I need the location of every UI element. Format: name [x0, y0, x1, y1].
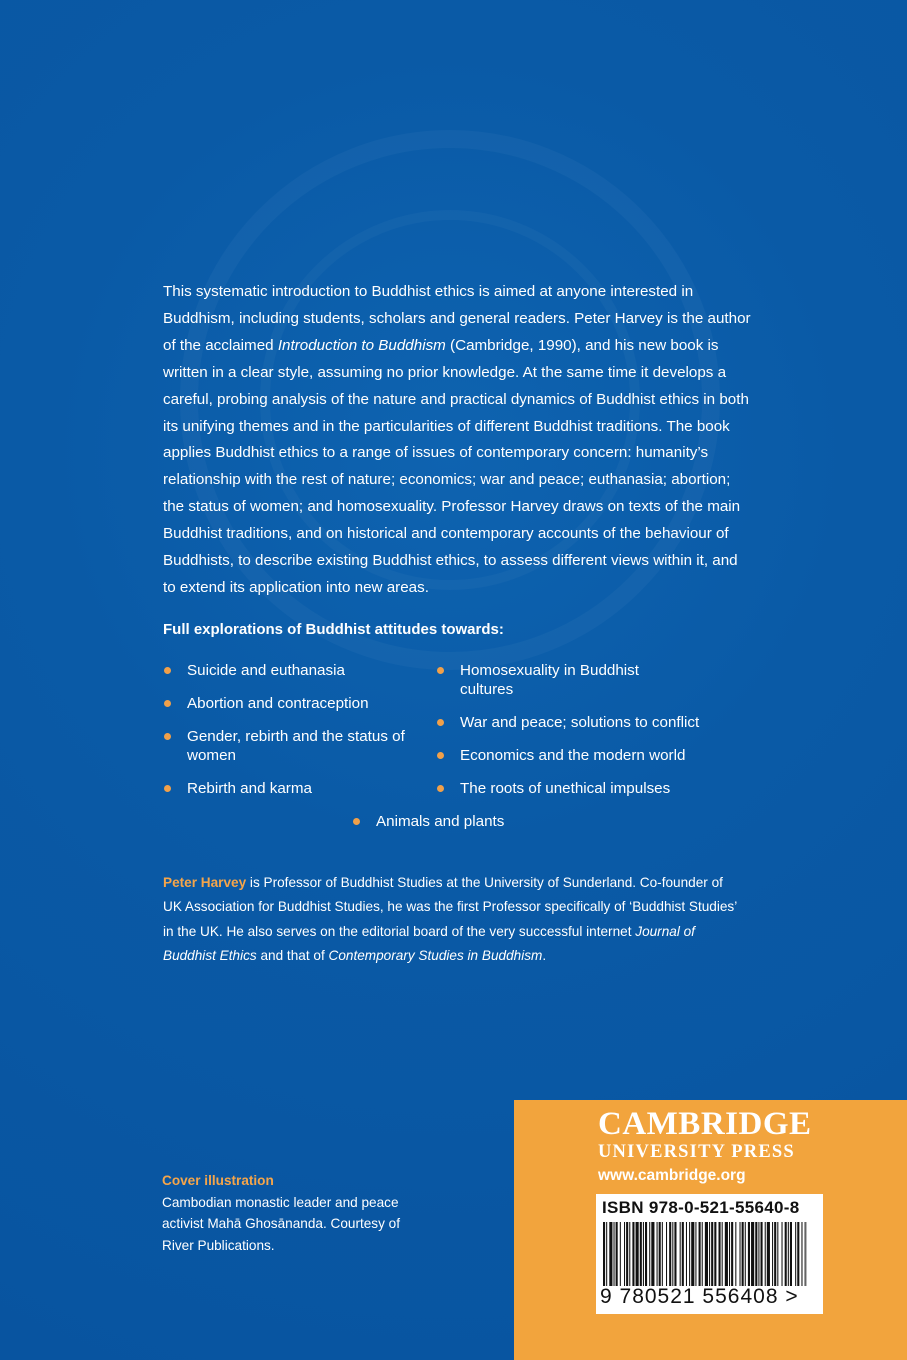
topic-label: Homosexuality in Buddhist cultures [460, 662, 639, 698]
publisher-logo-subtitle: UNIVERSITY PRESS [598, 1142, 795, 1162]
bullet-dot-icon [437, 752, 444, 759]
blurb-part1: This systematic introduction to Buddhist ethics is aimed at anyone interested in Buddhism, including students, scholars and general readers. Peter Harvey is the author of the acclaimed [163, 283, 751, 354]
topic-label: The roots of unethical impulses [460, 780, 671, 797]
topic-item [187, 779, 417, 798]
publisher-panel [514, 1100, 907, 1360]
author-journal1: Journal of Buddhist Ethics [163, 923, 695, 964]
bullet-dot-icon [437, 785, 444, 792]
topic-item [187, 727, 407, 765]
blurb-book-title: Introduction to Buddhism [277, 336, 446, 354]
barcode-bars-icon [602, 1222, 808, 1286]
publisher-logo-name: CAMBRIDGE [598, 1106, 812, 1142]
isbn-barcode [596, 1194, 823, 1314]
cover-illustration-text: Cambodian monastic leader and peace activist Mahā Ghosānanda. Courtesy of River Publications. [162, 1194, 401, 1253]
topic-label: Suicide and euthanasia [187, 662, 345, 679]
bullet-dot-icon [164, 700, 171, 707]
bullet-dot-icon [437, 667, 444, 674]
bullet-dot-icon [164, 733, 171, 740]
bullet-dot-icon [164, 785, 171, 792]
cover-illustration-credit [162, 1170, 422, 1256]
blurb-part2: (Cambridge, 1990), and his new book is written in a clear style, assuming no prior knowledge. At the same time it develops a careful, probing analysis of the nature and practical dynamics of Buddhist ethics in both its unifying themes and in the particularities of different Buddhist traditions. The book applies Buddhist ethics to a range of issues of contemporary concern: humanity’s relationship with the rest of nature; economics; war and peace; euthanasia; abortion; the status of women; and homosexuality. Professor Harvey draws on texts of the main Buddhist traditions, and on historical and contemporary accounts of the behaviour of Buddhists, to describe existing Buddhist ethics, to assess different views within it, and to extend its application into new areas. [163, 336, 749, 596]
book-blurb [163, 279, 753, 602]
topic-item [460, 779, 740, 798]
publisher-url: www.cambridge.org [598, 1167, 746, 1184]
bullet-dot-icon [353, 818, 360, 825]
topic-label: Abortion and contraception [187, 695, 369, 712]
topic-item [187, 694, 417, 713]
topic-item [460, 746, 740, 765]
author-bio-part1: is Professor of Buddhist Studies at the University of Sunderland. Co-founder of UK Association for Buddhist Studies, he was the first Professor specifically of ‘Buddhist Studies’ in the UK. He also serves on the editorial board of the very successful internet [163, 875, 737, 939]
topic-label: Animals and plants [376, 813, 505, 830]
topic-label: Economics and the modern world [460, 747, 686, 764]
topic-label: War and peace; solutions to conflict [460, 714, 700, 731]
author-name: Peter Harvey [163, 875, 247, 890]
barcode-digits: 9 780521 556408 > [600, 1285, 799, 1308]
topic-label: Gender, rebirth and the status of women [187, 728, 405, 764]
author-bio-end: . [542, 948, 547, 964]
bullet-dot-icon [437, 719, 444, 726]
topics-heading: Full explorations of Buddhist attitudes towards: [163, 621, 504, 638]
topic-item [376, 812, 576, 831]
author-bio [163, 871, 743, 969]
cover-illustration-title: Cover illustration [162, 1173, 274, 1188]
author-journal2: Contemporary Studies in Buddhism [328, 948, 543, 964]
isbn-label: ISBN 978-0-521-55640-8 [602, 1198, 800, 1217]
topic-label: Rebirth and karma [187, 780, 312, 797]
topic-item [460, 713, 740, 732]
bullet-dot-icon [164, 667, 171, 674]
topic-item [187, 661, 417, 680]
author-bio-part2: and that of [256, 948, 329, 964]
topic-item [460, 661, 660, 699]
